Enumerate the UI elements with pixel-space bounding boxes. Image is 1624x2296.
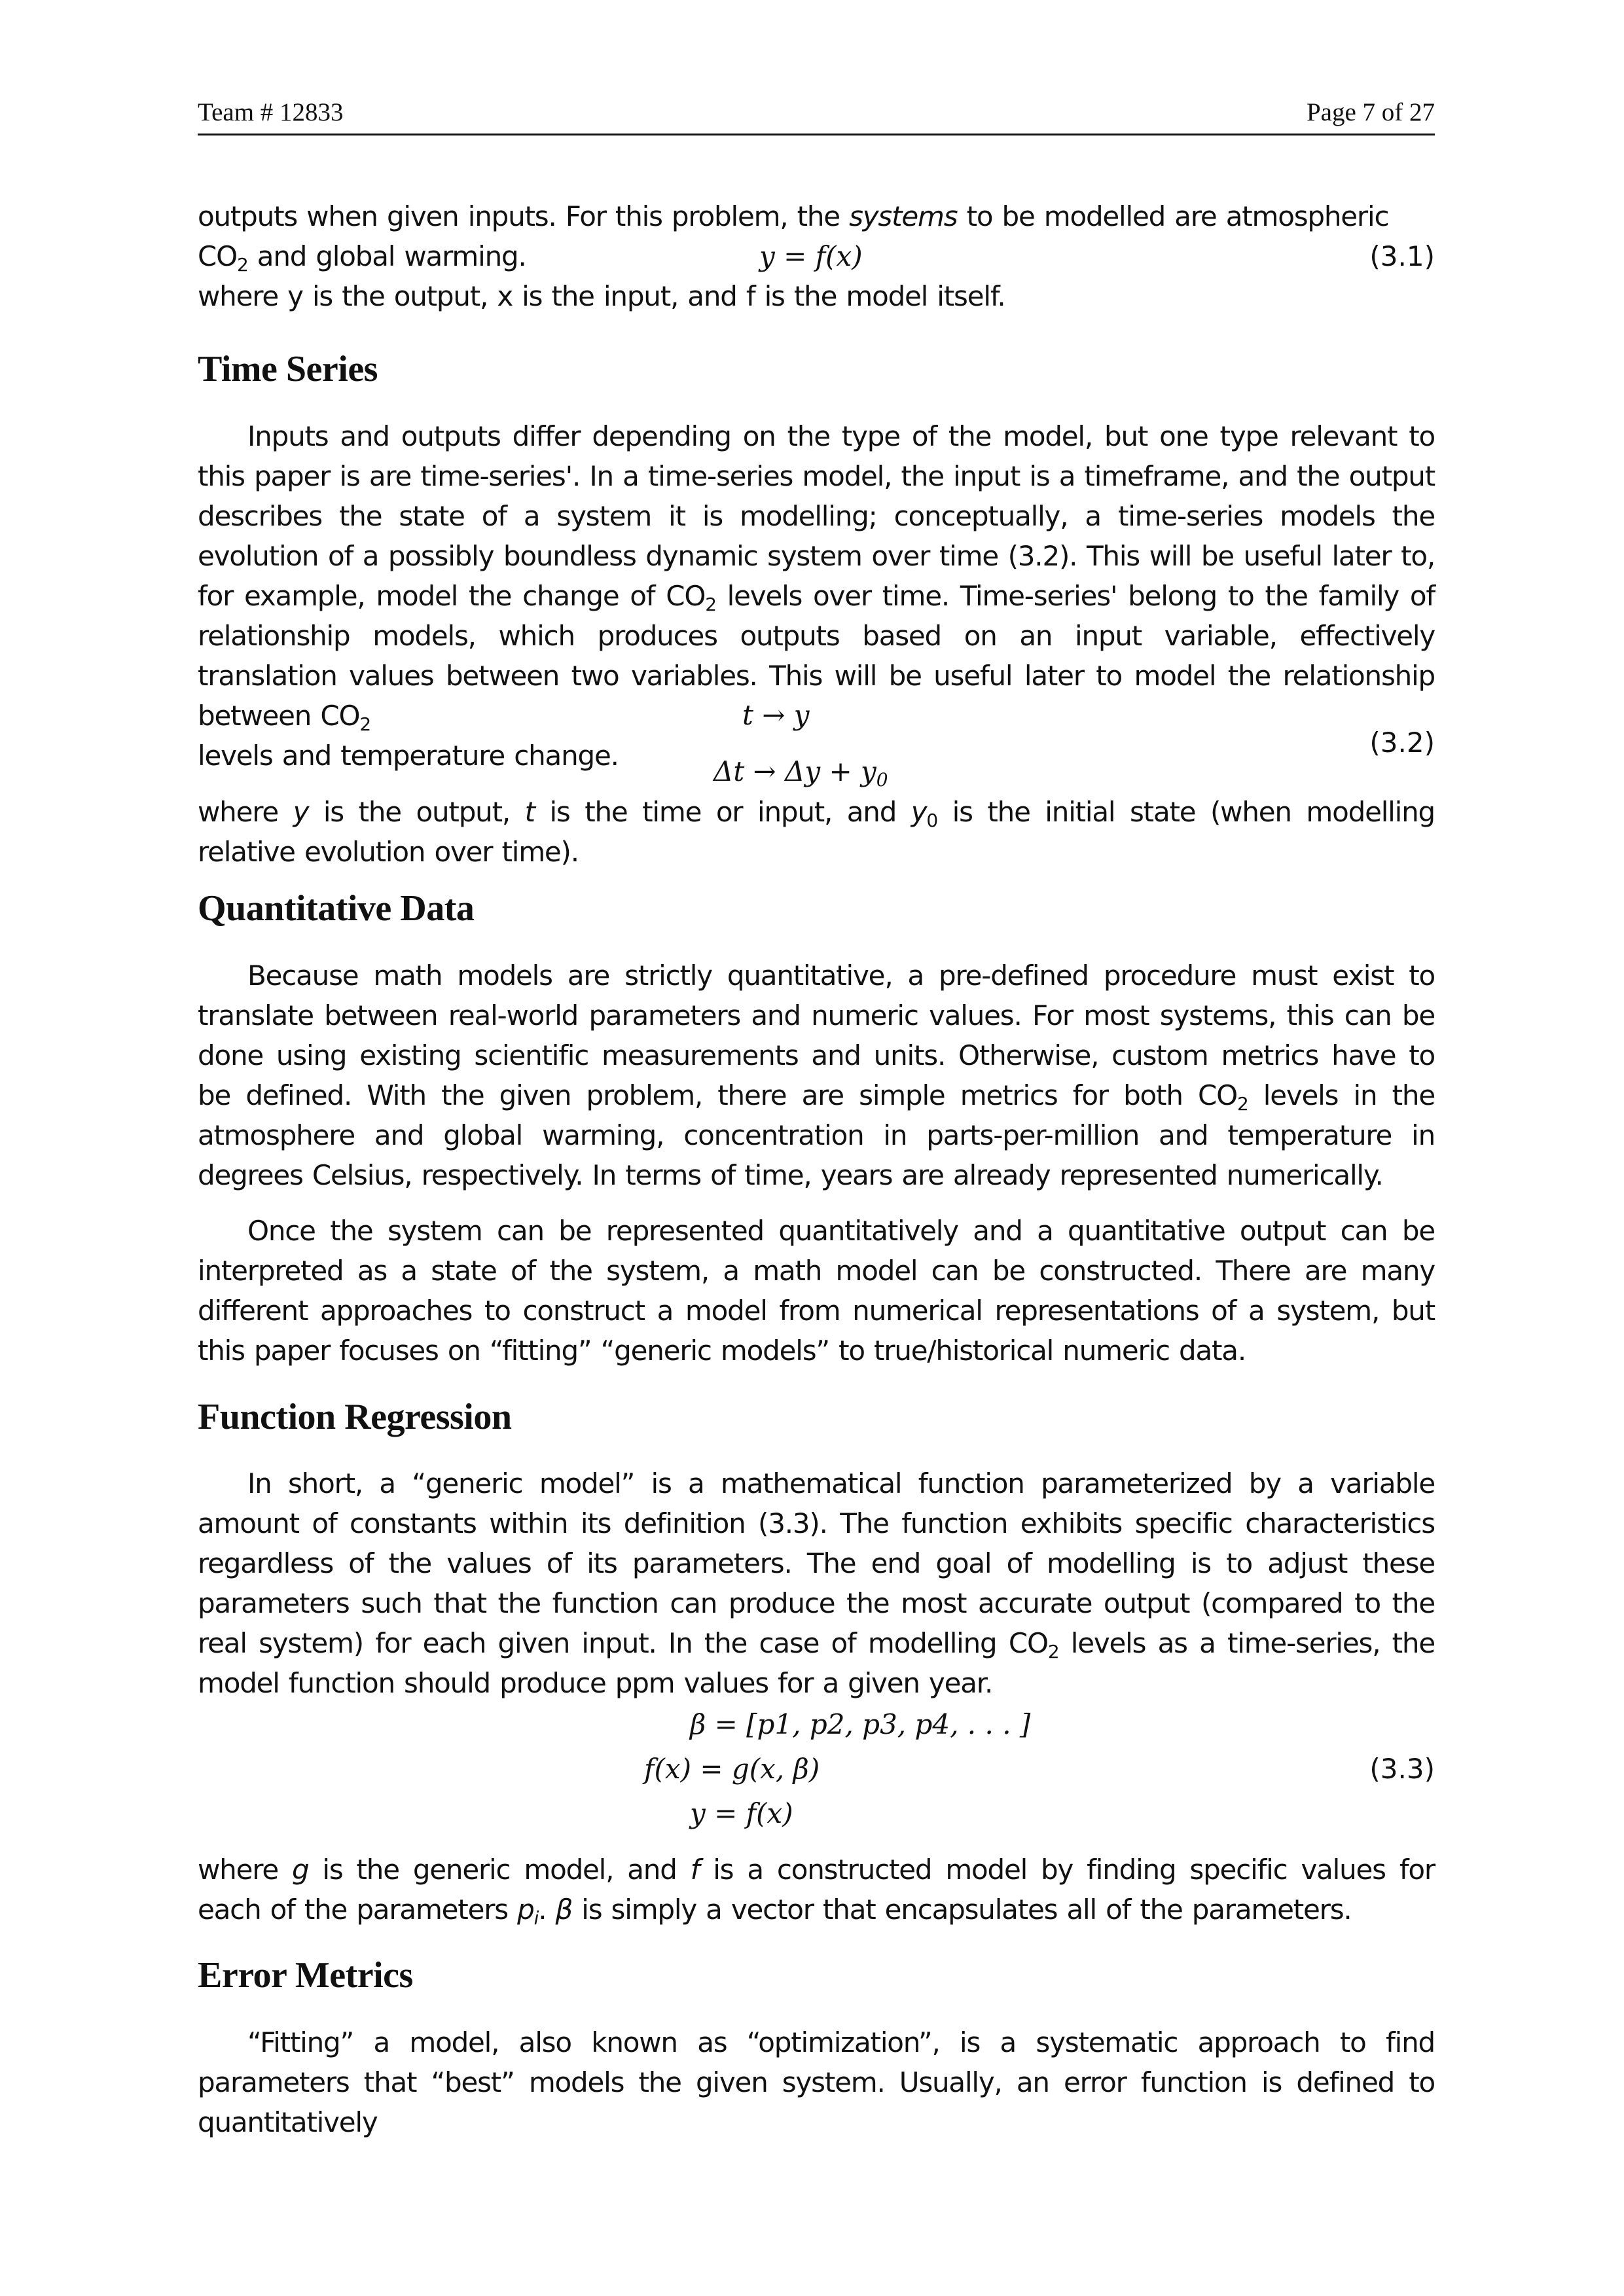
- var-y0: y: [911, 796, 927, 828]
- equation-3-3-line-3: [198, 1793, 1435, 1833]
- page-number: Page 7 of 27: [1306, 98, 1435, 126]
- subscript: 2: [237, 254, 248, 276]
- text: Because math models are strictly quantitative, a pre-defined procedure must exist to translate between real-world parameters and numeric values. For most systems, this can be done using existing scientific measurements and units. Otherwise, custom metrics have to be defined. With the given problem, there are simple metrics for both CO: [198, 960, 1435, 1111]
- text: where: [198, 796, 293, 828]
- text: is the generic model, and: [308, 1854, 691, 1886]
- text: is the initial state (when modelling relative evolution over time).: [198, 796, 1435, 868]
- error-metrics-paragraph: “Fitting” a model, also known as “optimization”, is a systematic approach to find parameters that “best” models the given system. Usually, an error function is defined to quantitatively: [198, 2026, 1435, 2138]
- var-p: p: [517, 1893, 534, 1926]
- text: and global warming.: [247, 240, 526, 272]
- function-regression-paragraph: [198, 1463, 1435, 1703]
- text: levels in the atmosphere and global warming, concentration in parts-per-million and temperature in degrees Celsius, respectively. In terms of time, years are already represented numerically.: [198, 1079, 1435, 1191]
- page-header: [198, 97, 1435, 135]
- text: outputs when given inputs. For this problem, the: [198, 200, 850, 232]
- equation-3-3-number: (3.3): [1369, 1753, 1435, 1785]
- equation-3-2-line-2: [198, 751, 1435, 791]
- quantitative-data-paragraph-1: [198, 956, 1435, 1195]
- text: levels over time. Time-series' belong to the family of relationship models, which produces outputs based on an input variable, effectively translation values between two variables. This will be useful later to model the relationship between CO: [198, 580, 1435, 732]
- text: is the output,: [308, 796, 525, 828]
- equation-3-2-number: (3.2): [1369, 726, 1435, 759]
- var-t: t: [524, 796, 535, 828]
- text: levels and temperature change.: [198, 740, 619, 772]
- subscript: 0: [926, 810, 938, 831]
- subscript: 2: [705, 594, 716, 615]
- text: .: [538, 1893, 556, 1926]
- text: is simply a vector that encapsulates all of the parameters.: [572, 1893, 1352, 1926]
- text: is a constructed model by finding specific values for each of the parameters: [198, 1854, 1435, 1926]
- intro-line-2: [198, 236, 526, 276]
- subscript: 2: [359, 713, 370, 735]
- equation-3-2-math-1: t → y: [742, 699, 810, 731]
- equation-3-1-math: y = f(x): [759, 240, 863, 272]
- subscript: 2: [1047, 1641, 1059, 1662]
- section-title-time-series: Time Series: [198, 349, 378, 389]
- text: Δt → Δy + y: [713, 755, 876, 787]
- subscript: i: [533, 1907, 539, 1929]
- text: CO: [198, 240, 237, 272]
- section-title-function-regression: Function Regression: [198, 1397, 512, 1437]
- section-title-error-metrics: Error Metrics: [198, 1955, 413, 1996]
- text: levels as a time-series, the model function should produce ppm values for a given year.: [198, 1627, 1435, 1699]
- team-number: Team # 12833: [198, 98, 344, 126]
- subscript: 2: [1236, 1093, 1248, 1115]
- section-title-quantitative-data: Quantitative Data: [198, 888, 475, 929]
- var-g: g: [291, 1854, 309, 1886]
- text: to be modelled are atmospheric: [957, 200, 1389, 232]
- equation-3-1-number: (3.1): [1369, 240, 1435, 272]
- var-y: y: [293, 796, 309, 828]
- equation-3-3-math-1: β = [p1, p2, p3, p4, . . . ]: [690, 1708, 1031, 1740]
- equation-3-3-line-2: [198, 1749, 1435, 1789]
- function-regression-where: [198, 1850, 1435, 1929]
- text: In short, a “generic model” is a mathematical function parameterized by a variable amount of constants within its definition (3.3). The function exhibits specific characteristics regardless of the values of its parameters. The end goal of modelling is to adjust these parameters such that the function can produce the most accurate output (compared to the real system) for each given input. In the case of modelling CO: [198, 1467, 1435, 1659]
- intro-line-1: [198, 196, 1435, 236]
- text: is the time or input, and: [534, 796, 911, 828]
- equation-3-1: [198, 236, 1435, 276]
- intro-where: where y is the output, x is the input, and f is the model itself.: [198, 280, 1005, 312]
- text: Inputs and outputs differ depending on the type of the model, but one type relevant to this paper is are time-series'. In a time-series model, the input is a timeframe, and the output describes the state of a system it is modelling; conceptually, a time-series models the evolution of a possibly boundless dynamic system over time (3.2). This will be useful later to, for example, model the change of CO: [198, 420, 1435, 612]
- var-f: f: [690, 1854, 700, 1886]
- time-series-where: [198, 792, 1435, 872]
- equation-3-3-math-2: f(x) = g(x, β): [644, 1753, 820, 1785]
- var-beta: β: [555, 1893, 573, 1926]
- equation-3-2-math-2: [713, 751, 888, 791]
- quantitative-data-paragraph-2: Once the system can be represented quantitatively and a quantitative output can be interpreted as a state of the system, a math model can be constructed. There are many different approaches to construct a model from numerical representations of a system, but this paper focuses on “fitting” “generic models” to true/historical numeric data.: [198, 1215, 1435, 1367]
- subscript: 0: [876, 769, 888, 791]
- equation-3-3-math-3: y = f(x): [690, 1797, 793, 1829]
- emphasis-systems: systems: [849, 200, 958, 232]
- text: where: [198, 1854, 292, 1886]
- equation-3-3-line-1: [198, 1704, 1435, 1744]
